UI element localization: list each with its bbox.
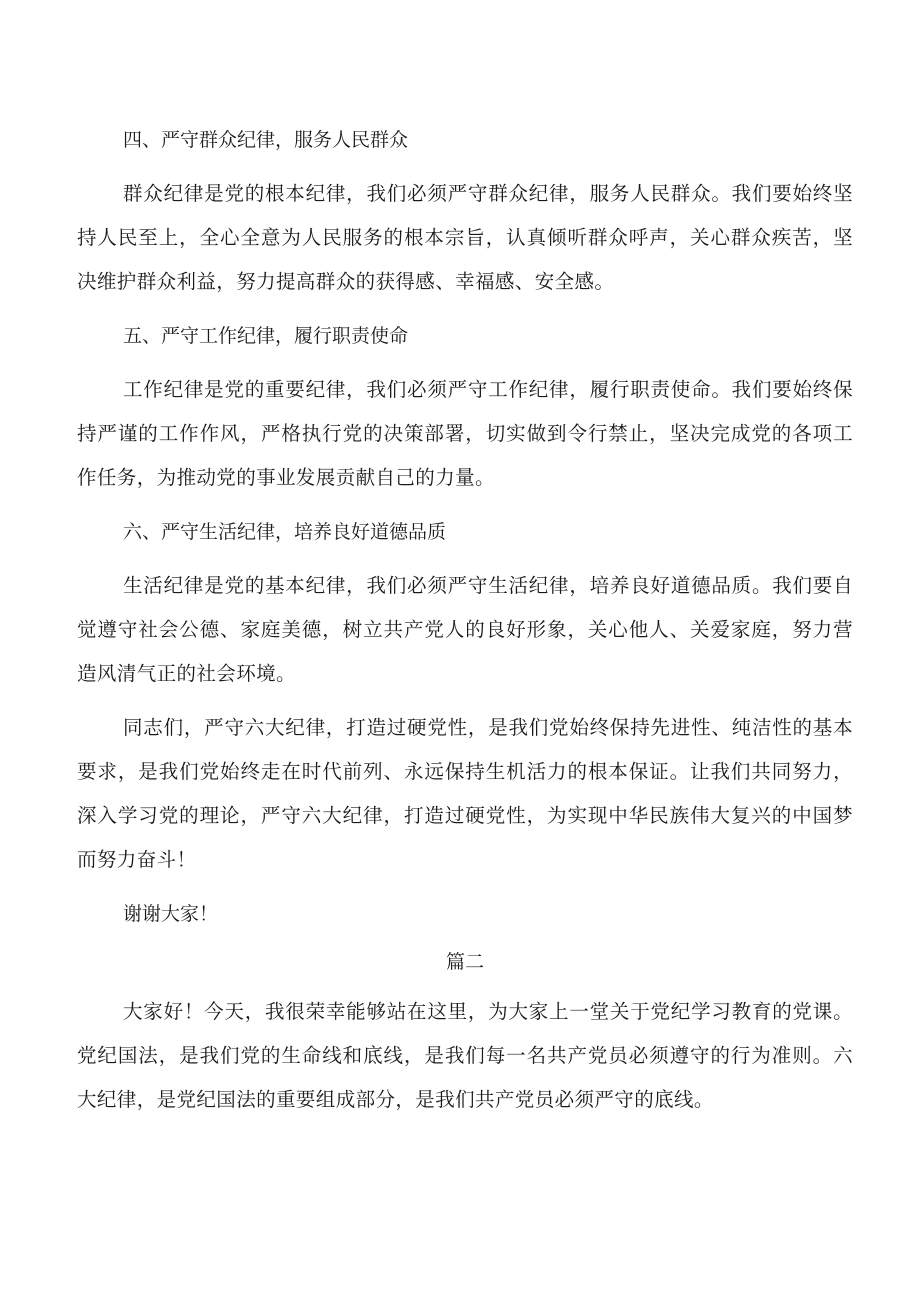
part-two-title: 篇二: [445, 951, 484, 973]
section-paragraph-5: 工作纪律是党的重要纪律，我们必须严守工作纪律，履行职责使命。我们要始终保持严谨的工作作风，严格执行党的决策部署，切实做到令行禁止，坚决完成党的各项工作任务，为推动党的事业发展贡献自己的力量。: [77, 378, 853, 489]
section-heading-6: 六、严守生活纪律，培养良好道德品质: [123, 521, 447, 543]
section-heading-4: 四、严守群众纪律，服务人民群众: [123, 129, 409, 151]
part-two-paragraph: 大家好！今天，我很荣幸能够站在这里，为大家上一堂关于党纪学习教育的党课。党纪国法，是我们党的生命线和底线，是我们每一名共产党员必须遵守的行为准则。六大纪律，是党纪国法的重要组成部分，是我们共产党员必须严守的底线。: [77, 1000, 853, 1111]
section-paragraph-4: 群众纪律是党的根本纪律，我们必须严守群众纪律，服务人民群众。我们要始终坚持人民至上，全心全意为人民服务的根本宗旨，认真倾听群众呼声，关心群众疾苦，坚决维护群众利益，努力提高群众的获得感、幸福感、安全感。: [77, 182, 853, 293]
document-page: [77, 118, 853, 1122]
section-heading-5: 五、严守工作纪律，履行职责使命: [123, 325, 409, 347]
section-paragraph-6: 生活纪律是党的基本纪律，我们必须严守生活纪律，培养良好道德品质。我们要自觉遵守社会公德、家庭美德，树立共产党人的良好形象，关心他人、关爱家庭，努力营造风清气正的社会环境。: [77, 574, 853, 685]
thanks-line: 谢谢大家！: [123, 903, 219, 925]
closing-paragraph: 同志们，严守六大纪律，打造过硬党性，是我们党始终保持先进性、纯洁性的基本要求，是我们党始终走在时代前列、永远保持生机活力的根本保证。让我们共同努力，深入学习党的理论，严守六大纪律，打造过硬党性，为实现中华民族伟大复兴的中国梦而努力奋斗！: [77, 716, 853, 871]
